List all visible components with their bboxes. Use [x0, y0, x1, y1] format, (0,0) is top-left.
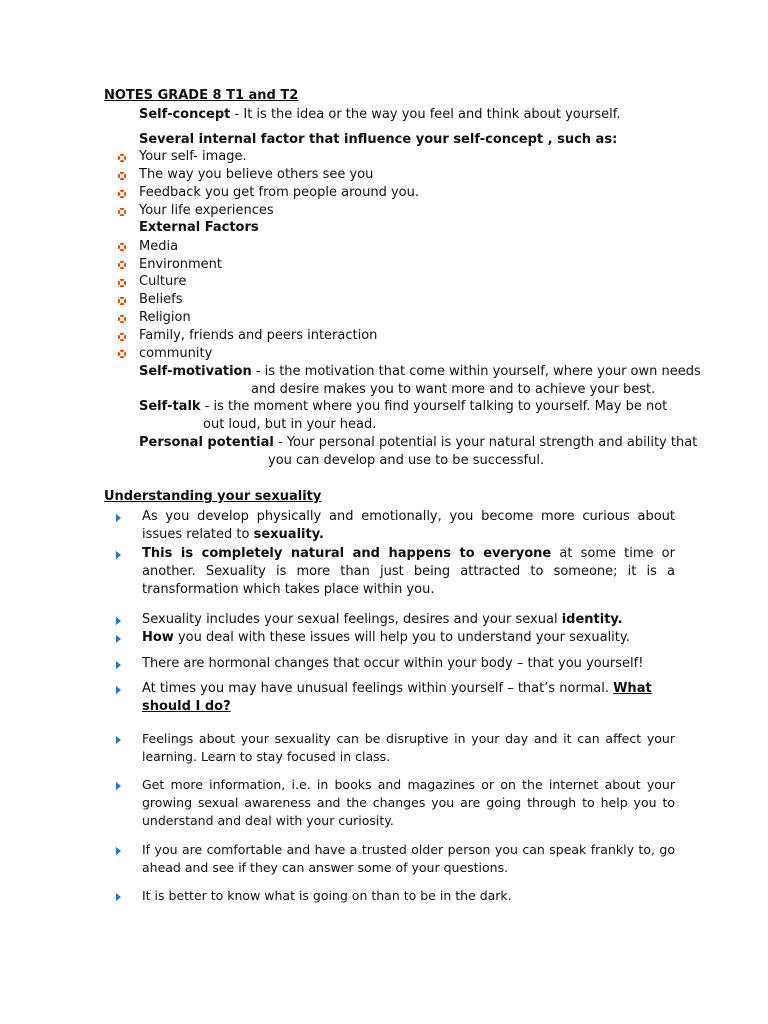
- item-text: you deal with these issues will help you to understand your sexuality.: [173, 630, 630, 645]
- item-text: at some time or another. Sexuality is more than just being attracted to someone; it is a transformation which takes place within you.: [142, 546, 675, 597]
- list-item: [142, 680, 675, 716]
- list-item: Culture: [139, 274, 187, 289]
- list-item: Get more information, i.e. in books and magazines or on the internet about your growing sexual awareness and the changes you are going through to help you to understand and deal with your curiosity.: [142, 777, 675, 828]
- definition: - Your personal potential is your natural strength and ability that: [273, 435, 698, 450]
- item-emphasis: identity.: [561, 612, 623, 627]
- list-item: [142, 611, 623, 629]
- list-item: Your life experiences: [139, 203, 274, 218]
- self-motivation-continuation: and desire makes you to want more and to achieve your best.: [251, 382, 656, 397]
- list-item: Feelings about your sexuality can be disruptive in your day and it can affect your learning. Learn to stay focused in class.: [142, 731, 675, 764]
- self-talk-definition: [139, 398, 667, 416]
- term: Personal potential: [139, 435, 274, 450]
- list-item: If you are comfortable and have a trusted older person you can speak frankly to, go ahead and see if they can answer some of your questions.: [142, 842, 675, 875]
- list-item: Family, friends and peers interaction: [139, 328, 378, 343]
- item-emphasis: This is completely natural and happens to everyone: [142, 546, 552, 561]
- diamond-bullet-icon: [117, 153, 129, 165]
- self-concept-definition: [139, 106, 620, 124]
- triangle-bullet-icon: [116, 736, 121, 744]
- list-item: There are hormonal changes that occur within your body – that you yourself!: [142, 656, 644, 671]
- triangle-bullet-icon: [116, 893, 121, 901]
- sexuality-heading: Understanding your sexuality: [104, 489, 322, 504]
- item-emphasis: How: [142, 630, 174, 645]
- definition: - is the motivation that come within yourself, where your own needs: [251, 364, 701, 379]
- list-item: Your self- image.: [139, 149, 247, 164]
- list-item: [142, 629, 630, 647]
- item-emphasis: What should I do?: [142, 681, 652, 714]
- triangle-bullet-icon: [116, 551, 121, 559]
- diamond-bullet-icon: [117, 242, 129, 254]
- self-talk-continuation: out loud, but in your head.: [203, 417, 377, 432]
- item-text: Sexuality includes your sexual feelings, desires and your sexual: [142, 612, 562, 627]
- triangle-bullet-icon: [116, 661, 121, 669]
- term: Self-concept: [139, 107, 231, 122]
- diamond-bullet-icon: [117, 171, 129, 183]
- list-item: Environment: [139, 257, 223, 272]
- item-text: At times you may have unusual feelings within yourself – that’s normal.: [142, 681, 614, 696]
- definition: - is the moment where you find yourself talking to yourself. May be not: [200, 399, 668, 414]
- item-text: As you develop physically and emotionally, you become more curious about issues related to: [142, 509, 675, 542]
- list-item: Feedback you get from people around you.: [139, 185, 419, 200]
- triangle-bullet-icon: [116, 847, 121, 855]
- term: Self-motivation: [139, 364, 252, 379]
- diamond-bullet-icon: [117, 296, 129, 308]
- diamond-bullet-icon: [117, 189, 129, 201]
- definition: - It is the idea or the way you feel and think about yourself.: [230, 107, 621, 122]
- triangle-bullet-icon: [116, 686, 121, 694]
- item-emphasis: sexuality.: [253, 527, 324, 542]
- diamond-bullet-icon: [117, 207, 129, 219]
- self-motivation-definition: [139, 363, 701, 381]
- list-item: The way you believe others see you: [139, 167, 374, 182]
- triangle-bullet-icon: [116, 635, 121, 643]
- list-item: [142, 545, 675, 599]
- internal-factors-heading: Several internal factor that influence your self-concept , such as:: [139, 132, 618, 147]
- diamond-bullet-icon: [117, 260, 129, 272]
- external-factors-heading: External Factors: [139, 220, 259, 235]
- personal-potential-definition: [139, 434, 697, 452]
- list-item: Beliefs: [139, 292, 183, 307]
- page-title: NOTES GRADE 8 T1 and T2: [104, 88, 299, 103]
- triangle-bullet-icon: [116, 514, 121, 522]
- list-item: [142, 508, 675, 544]
- diamond-bullet-icon: [117, 314, 129, 326]
- list-item: Religion: [139, 310, 191, 325]
- list-item: community: [139, 346, 213, 361]
- list-item: Media: [139, 239, 179, 254]
- diamond-bullet-icon: [117, 332, 129, 344]
- triangle-bullet-icon: [116, 617, 121, 625]
- diamond-bullet-icon: [117, 278, 129, 290]
- triangle-bullet-icon: [116, 782, 121, 790]
- term: Self-talk: [139, 399, 201, 414]
- list-item: It is better to know what is going on than to be in the dark.: [142, 888, 512, 903]
- personal-potential-continuation: you can develop and use to be successful.: [268, 453, 545, 468]
- diamond-bullet-icon: [117, 349, 129, 361]
